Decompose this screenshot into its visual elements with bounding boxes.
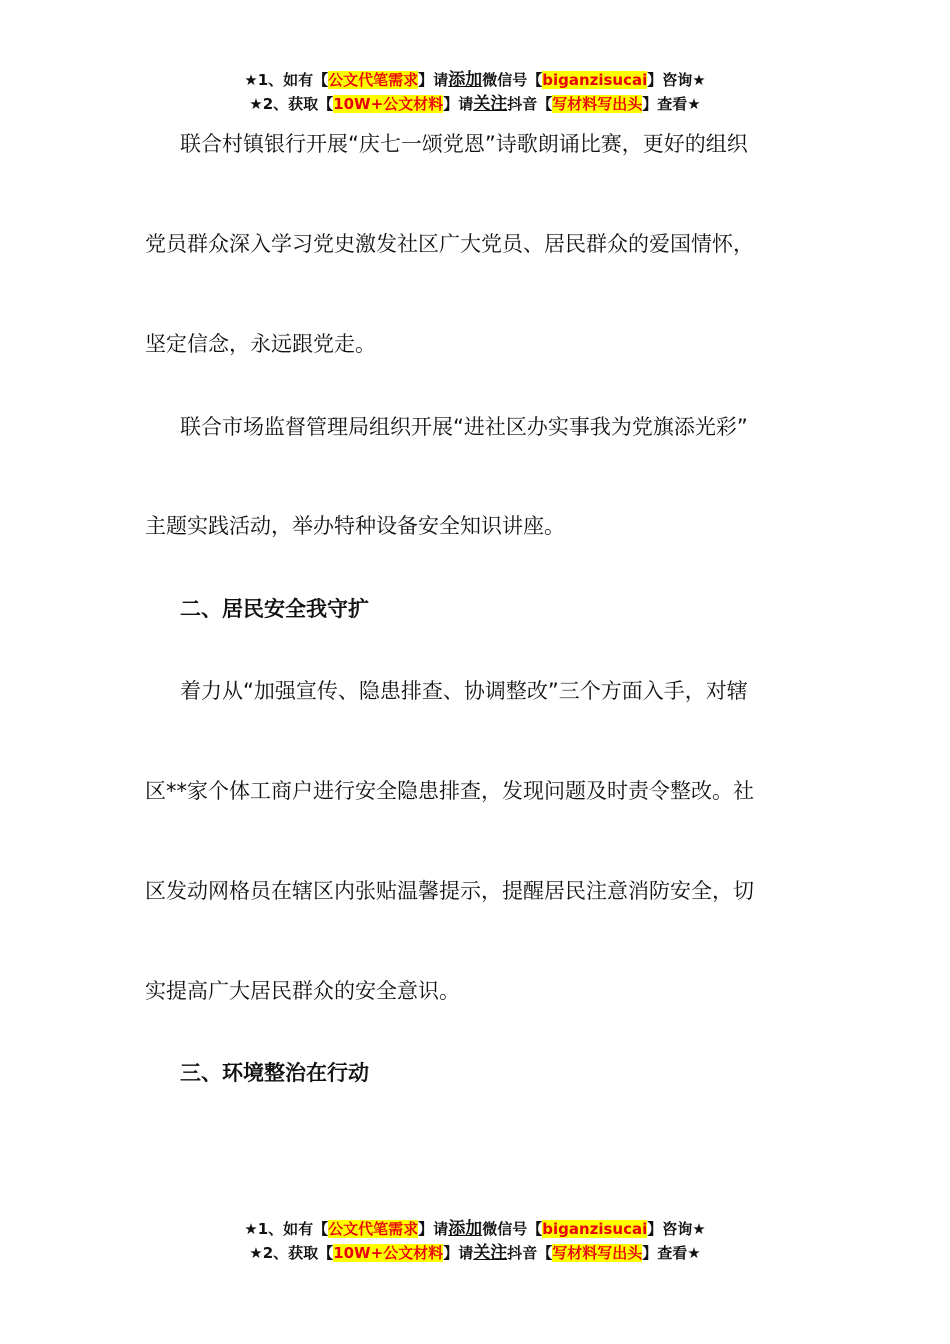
highlight-douyin-account: 写材料写出头	[552, 95, 643, 113]
paragraph-line: 联合市场监督管理局组织开展“进社区办实事我为党旗添光彩”	[180, 415, 748, 439]
highlight-service: 公文代笔需求	[328, 71, 419, 89]
banner-text: 】请	[443, 95, 474, 113]
banner-text: ★2、获取【	[249, 1244, 334, 1262]
banner-line-2	[0, 92, 950, 116]
paragraph-line: 区发动网格员在辖区内张贴温馨提示，提醒居民注意消防安全，切	[145, 879, 754, 903]
banner-text: 】咨询★	[647, 71, 706, 89]
banner-text: 】请	[418, 71, 449, 89]
banner-text: 】请	[443, 1244, 474, 1262]
banner-text: 抖音【	[507, 1244, 553, 1262]
highlight-wechat-id: biganzisucai	[542, 1220, 648, 1238]
banner-line-1	[0, 68, 950, 92]
highlight-douyin-account: 写材料写出头	[552, 1244, 643, 1262]
footer-banner	[0, 1217, 950, 1265]
banner-text: ★2、获取【	[249, 95, 334, 113]
header-banner	[0, 68, 950, 116]
section-heading-2: 二、居民安全我守扩	[180, 597, 369, 621]
banner-text: 抖音【	[507, 95, 553, 113]
highlight-wechat-id: biganzisucai	[542, 71, 648, 89]
paragraph-line: 实提高广大居民群众的安全意识。	[145, 979, 460, 1003]
banner-text: ★1、如有【	[244, 71, 329, 89]
paragraph-line: 党员群众深入学习党史激发社区广大党员、居民群众的爱国情怀，	[145, 232, 754, 256]
banner-text: ★1、如有【	[244, 1220, 329, 1238]
banner-text: 微信号【	[482, 71, 543, 89]
highlight-materials: 10W+公文材料	[333, 95, 444, 113]
highlight-materials: 10W+公文材料	[333, 1244, 444, 1262]
underlined-add: 添加	[448, 70, 483, 90]
highlight-service: 公文代笔需求	[328, 1220, 419, 1238]
paragraph-line: 主题实践活动，举办特种设备安全知识讲座。	[145, 514, 565, 538]
paragraph-line: 着力从“加强宣传、隐患排查、协调整改”三个方面入手，对辖	[180, 679, 748, 703]
banner-line-1	[0, 1217, 950, 1241]
banner-text: 】查看★	[642, 95, 701, 113]
paragraph-line: 坚定信念，永远跟党走。	[145, 332, 376, 356]
underlined-follow: 关注	[473, 1243, 508, 1263]
paragraph-line: 区**家个体工商户进行安全隐患排查，发现问题及时责令整改。社	[145, 779, 754, 803]
underlined-follow: 关注	[473, 94, 508, 114]
section-heading-3: 三、环境整治在行动	[180, 1061, 369, 1085]
banner-text: 】咨询★	[647, 1220, 706, 1238]
underlined-add: 添加	[448, 1219, 483, 1239]
banner-text: 微信号【	[482, 1220, 543, 1238]
banner-line-2	[0, 1241, 950, 1265]
paragraph-line: 联合村镇银行开展“庆七一颂党恩”诗歌朗诵比赛，更好的组织	[180, 132, 748, 156]
banner-text: 】查看★	[642, 1244, 701, 1262]
banner-text: 】请	[418, 1220, 449, 1238]
